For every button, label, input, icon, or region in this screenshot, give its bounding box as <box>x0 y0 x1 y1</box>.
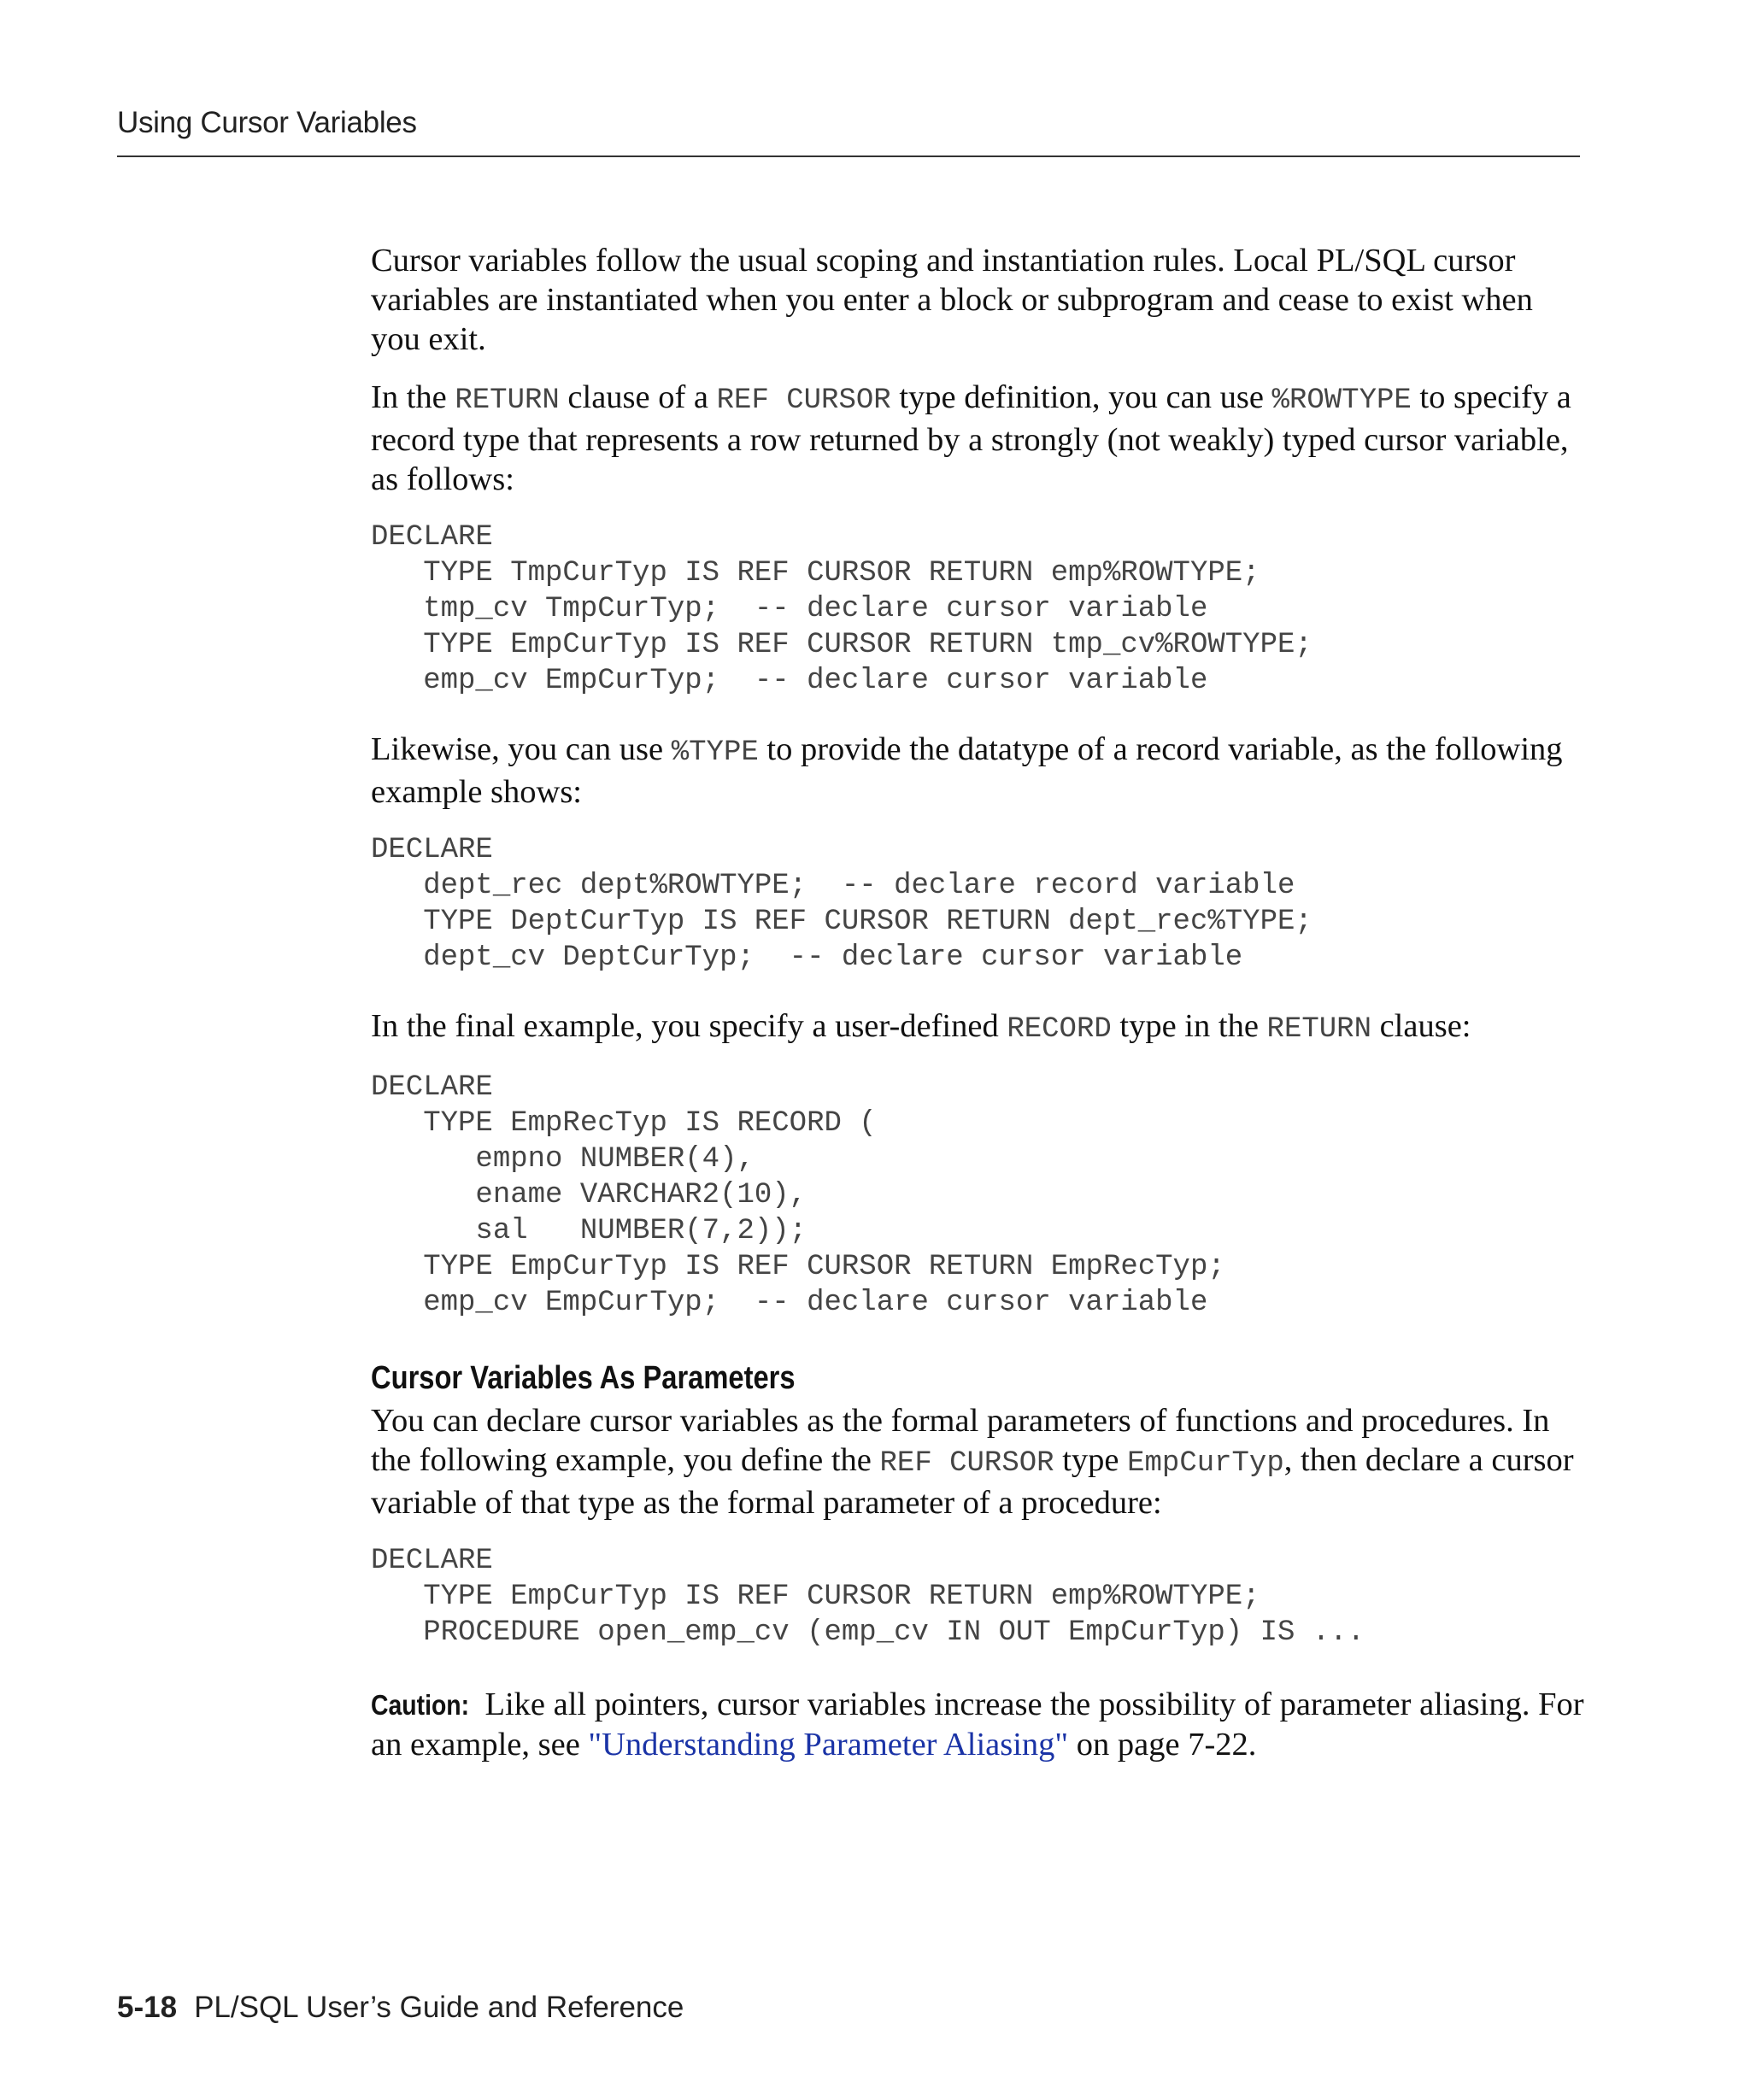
page-number: 5-18 <box>117 1991 178 2024</box>
section-heading-wrap <box>371 1358 1584 1398</box>
code-line: dept_rec dept%ROWTYPE; -- declare record variable <box>371 870 1295 902</box>
text: Likewise, you can use <box>371 731 672 767</box>
code-line: DECLARE <box>371 1071 493 1104</box>
text: type <box>1054 1442 1128 1478</box>
code-line: emp_cv EmpCurTyp; -- declare cursor variable <box>371 665 1208 697</box>
text: type in the <box>1111 1008 1267 1044</box>
code-line: DECLARE <box>371 834 493 866</box>
page-footer <box>117 1991 684 2025</box>
code-block-3 <box>371 1070 1584 1321</box>
paragraph-rowtype <box>371 378 1584 499</box>
text: You can declare cursor variables as the formal parameters of functions and procedures. In the following example, you define the <box>371 1403 1550 1478</box>
running-header: Using Cursor Variables <box>117 106 417 139</box>
inline-code: %TYPE <box>671 736 759 769</box>
code-line: PROCEDURE open_emp_cv (emp_cv IN OUT EmpCurTyp) IS ... <box>371 1616 1365 1649</box>
inline-code: RETURN <box>455 384 560 417</box>
code-line: dept_cv DeptCurTyp; -- declare cursor variable <box>371 941 1243 974</box>
inline-code: %ROWTYPE <box>1271 384 1412 417</box>
code-line: TYPE EmpCurTyp IS REF CURSOR RETURN tmp_cv%ROWTYPE; <box>371 629 1312 661</box>
inline-code: EmpCurTyp <box>1127 1447 1284 1480</box>
header-rule <box>117 155 1580 157</box>
code-line: TYPE TmpCurTyp IS REF CURSOR RETURN emp%ROWTYPE; <box>371 557 1260 590</box>
code-block-1 <box>371 519 1584 699</box>
text: , then declare a cursor variable of that type as the formal parameter of a procedure: <box>371 1442 1574 1521</box>
paragraph-parameters <box>371 1401 1584 1522</box>
code-line: TYPE EmpCurTyp IS REF CURSOR RETURN emp%ROWTYPE; <box>371 1581 1260 1613</box>
code-line: empno NUMBER(4), <box>371 1143 755 1176</box>
code-line: TYPE EmpCurTyp IS REF CURSOR RETURN EmpRecTyp; <box>371 1251 1225 1283</box>
code-block-2 <box>371 832 1584 976</box>
code-line: TYPE EmpRecTyp IS RECORD ( <box>371 1107 877 1140</box>
book-title: PL/SQL User’s Guide and Reference <box>194 1991 684 2024</box>
code-line: sal NUMBER(7,2)); <box>371 1215 807 1247</box>
caution-note <box>371 1685 1584 1764</box>
code-line: DECLARE <box>371 1545 493 1577</box>
code-line: TYPE DeptCurTyp IS REF CURSOR RETURN dept_rec%TYPE; <box>371 906 1312 938</box>
paragraph-type <box>371 730 1584 812</box>
code-line: DECLARE <box>371 521 493 554</box>
page-content <box>371 241 1584 1764</box>
inline-code: RETURN <box>1266 1013 1371 1046</box>
code-line: tmp_cv TmpCurTyp; -- declare cursor variable <box>371 593 1208 625</box>
paragraph-record <box>371 1006 1584 1049</box>
text: In the final example, you specify a user-defined <box>371 1008 1007 1044</box>
text: type definition, you can use <box>890 379 1272 415</box>
paragraph-scoping: Cursor variables follow the usual scoping and instantiation rules. Local PL/SQL cursor variables are instantiated when you enter a block or subprogram and cease to exist when you exit. <box>371 243 1533 357</box>
inline-code: REF CURSOR <box>716 384 891 417</box>
code-line: ename VARCHAR2(10), <box>371 1179 807 1211</box>
text: on page 7-22. <box>1068 1727 1257 1763</box>
code-block-4 <box>371 1543 1584 1651</box>
text: Like all pointers, cursor variables increase the possibility of parameter aliasing. For an example, see <box>371 1686 1584 1763</box>
caution-label: Caution: <box>371 1689 470 1721</box>
cross-reference-link[interactable]: "Understanding Parameter Aliasing" <box>588 1727 1069 1763</box>
inline-code: REF CURSOR <box>879 1447 1054 1480</box>
text: clause: <box>1371 1008 1471 1044</box>
text: to specify a record type that represents a row returned by a strongly (not weakly) typed cursor variable, as follows: <box>371 379 1571 497</box>
code-line: emp_cv EmpCurTyp; -- declare cursor variable <box>371 1287 1208 1319</box>
text: In the <box>371 379 455 415</box>
inline-code: RECORD <box>1007 1013 1112 1046</box>
text: to provide the datatype of a record variable, as the following example shows: <box>371 731 1563 810</box>
section-heading: Cursor Variables As Parameters <box>371 1360 796 1396</box>
text: clause of a <box>559 379 717 415</box>
